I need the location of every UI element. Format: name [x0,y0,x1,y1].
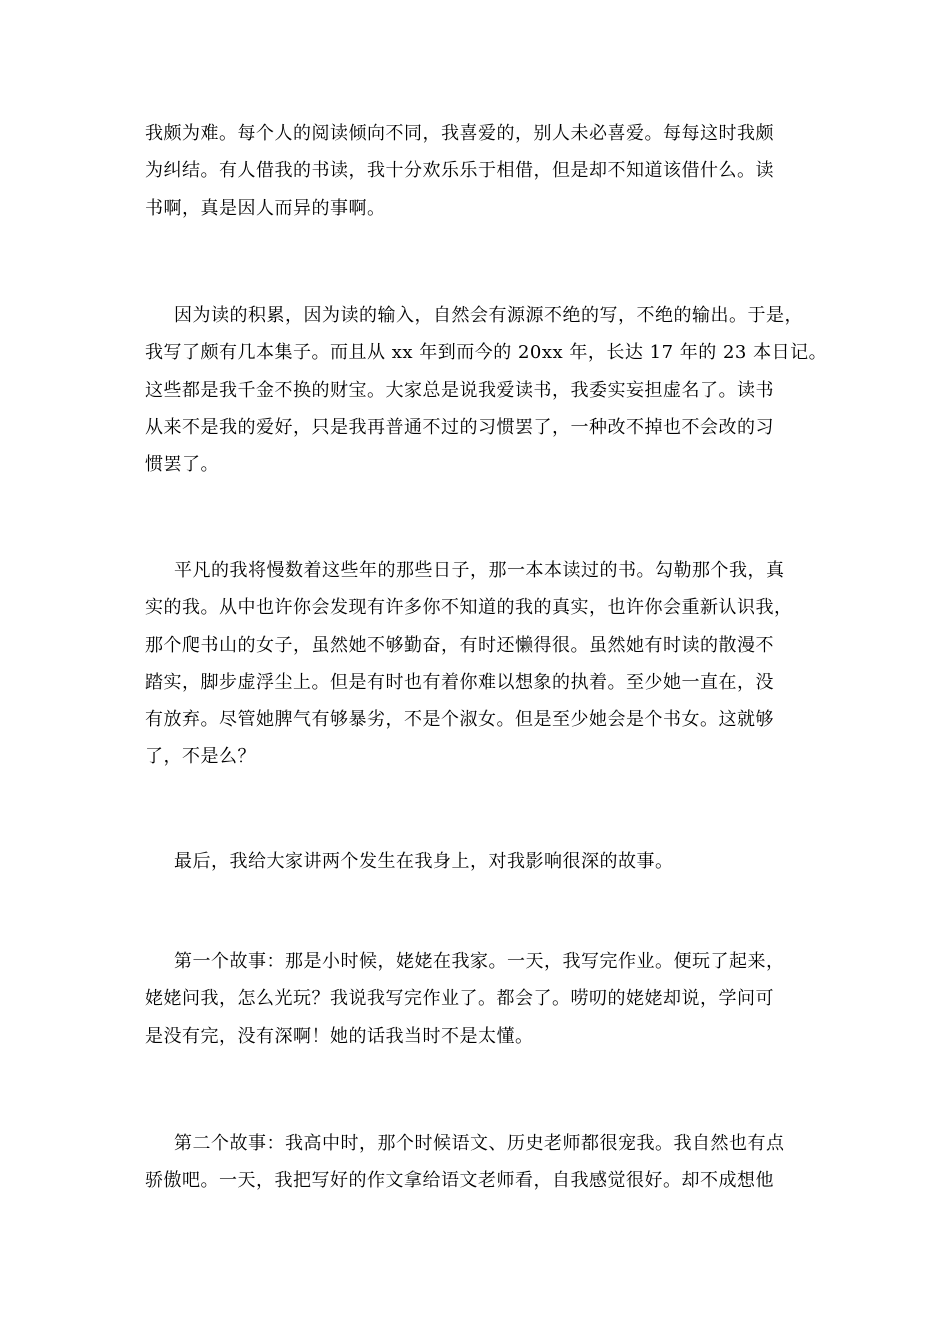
text-line: 从来不是我的爱好，只是我再普通不过的习惯罢了，一种改不掉也不会改的习 [145,416,774,438]
text-line: 我写了颇有几本集子。而且从 xx 年到而今的 20xx 年，长达 17 年的 23 本日记。 [145,342,828,364]
paragraph-reading-preferences [145,115,810,227]
paragraph-reading-writing [145,297,828,483]
text-line: 踏实，脚步虚浮尘上。但是有时也有着你难以想象的执着。至少她一直在，没 [145,671,774,693]
text-line: 为纠结。有人借我的书读，我十分欢乐乐于相借，但是却不知道该借什么。读 [145,160,774,182]
text-line: 骄傲吧。一天，我把写好的作文拿给语文老师看，自我感觉很好。却不成想他 [145,1170,774,1192]
text-line: 第二个故事：我高中时，那个时候语文、历史老师都很宠我。我自然也有点 [174,1133,785,1154]
text-line: 姥姥问我，怎么光玩？我说我写完作业了。都会了。唠叨的姥姥却说，学问可 [145,988,774,1010]
text-line: 是没有完，没有深啊！她的话我当时不是太懂。 [145,1025,534,1047]
text-line: 因为读的积累，因为读的输入，自然会有源源不绝的写，不绝的输出。于是， [174,305,803,326]
text-line: 书啊，真是因人而异的事啊。 [145,197,386,219]
text-line: 平凡的我将慢数着这些年的那些日子，那一本本读过的书。勾勒那个我，真 [174,560,785,581]
text-line: 我颇为难。每个人的阅读倾向不同，我喜爱的，别人未必喜爱。每每这时我颇 [145,123,774,144]
text-line: 实的我。从中也许你会发现有许多你不知道的我的真实，也许你会重新认识我， [145,597,793,619]
text-line: 那个爬书山的女子，虽然她不够勤奋，有时还懒得很。虽然她有时读的散漫不 [145,634,774,656]
paragraph-self-portrait [145,552,810,776]
paragraph-second-story [145,1125,810,1200]
paragraph-first-story [145,943,810,1055]
text-line: 有放弃。尽管她脾气有够暴劣，不是个淑女。但是至少她会是个书女。这就够 [145,709,774,731]
text-line: 第一个故事：那是小时候，姥姥在我家。一天，我写完作业。便玩了起来， [174,951,785,972]
text-line: 惯罢了。 [145,454,219,476]
text-line: 最后，我给大家讲两个发生在我身上，对我影响很深的故事。 [174,851,674,872]
paragraph-two-stories-intro [145,843,810,880]
text-line: 了，不是么？ [145,746,256,768]
text-line: 这些都是我千金不换的财宝。大家总是说我爱读书，我委实妄担虚名了。读书 [145,379,774,401]
